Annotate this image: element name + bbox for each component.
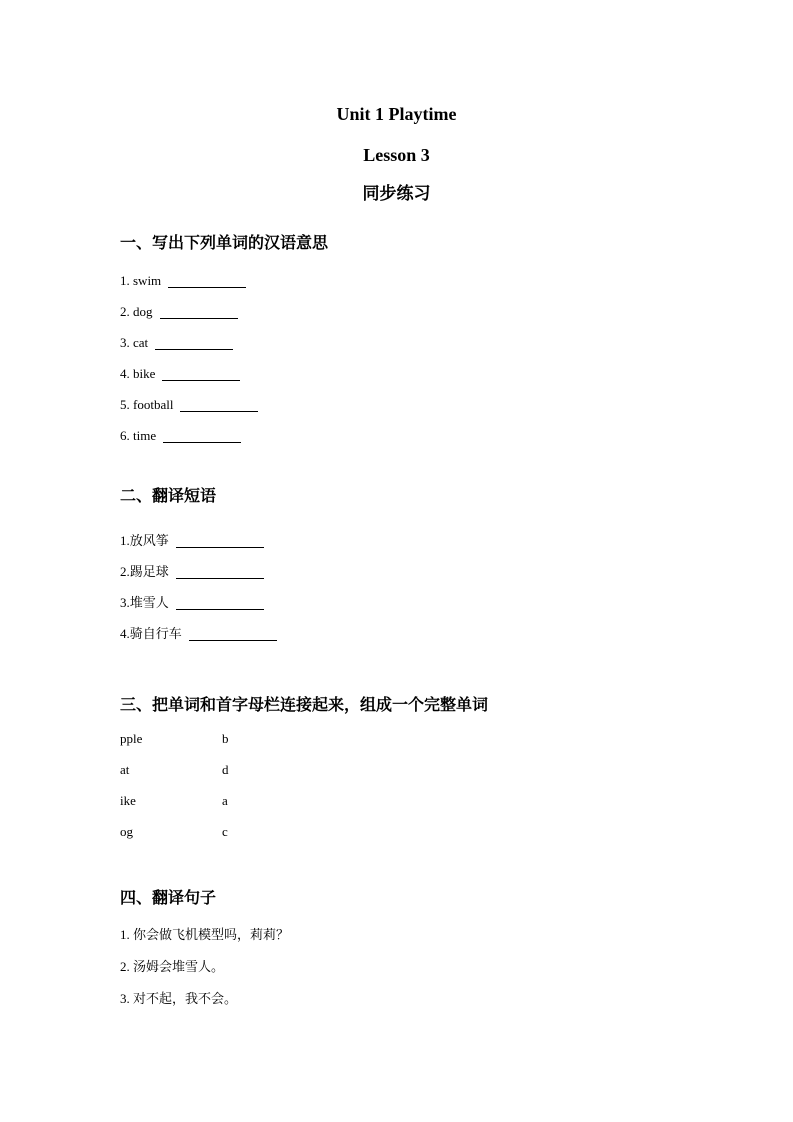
phrase-item — [120, 563, 713, 581]
phrase-text: 4.骑自行车 — [120, 626, 182, 641]
answer-blank — [155, 335, 233, 350]
phrase-text: 3.堆雪人 — [120, 595, 169, 610]
answer-blank — [176, 564, 264, 579]
first-letter: a — [222, 793, 228, 808]
vocab-word: 6. time — [120, 428, 157, 443]
worksheet-title: Unit 1 Playtime — [336, 104, 457, 124]
vocab-item — [120, 334, 713, 352]
match-row — [120, 730, 713, 748]
section-translate-sentences — [120, 888, 713, 1008]
answer-blank — [180, 397, 258, 412]
phrase-text: 1.放风筝 — [120, 533, 169, 548]
section-translate-phrases — [120, 486, 713, 643]
sentence-item: 3. 对不起，我不会。 — [120, 991, 238, 1006]
vocab-word: 5. football — [120, 397, 174, 412]
vocab-item — [120, 272, 713, 290]
vocab-item — [120, 365, 713, 383]
section3-heading: 三、把单词和首字母栏连接起来，组成一个完整单词 — [120, 697, 489, 714]
match-row — [120, 823, 713, 841]
vocab-item — [120, 303, 713, 321]
sentence-item: 1. 你会做飞机模型吗，莉莉？ — [120, 927, 290, 942]
section-word-meanings — [120, 233, 713, 445]
vocab-item — [120, 427, 713, 445]
section2-heading: 二、翻译短语 — [120, 488, 217, 505]
vocab-word: 1. swim — [120, 273, 162, 288]
word-ending: ike — [120, 793, 136, 808]
phrase-item — [120, 594, 713, 612]
match-row — [120, 792, 713, 810]
word-ending: pple — [120, 731, 143, 746]
first-letter: b — [222, 731, 229, 746]
lesson-title: Lesson 3 — [363, 145, 430, 165]
answer-blank — [163, 428, 241, 443]
word-ending: og — [120, 824, 133, 839]
answer-blank — [176, 533, 264, 548]
exercise-type-label: 同步练习 — [362, 184, 431, 203]
section-match-letters — [120, 695, 713, 841]
word-ending: at — [120, 762, 130, 777]
first-letter: d — [222, 762, 229, 777]
answer-blank — [176, 595, 264, 610]
section4-heading: 四、翻译句子 — [120, 890, 217, 907]
answer-blank — [168, 273, 246, 288]
phrase-text: 2.踢足球 — [120, 564, 169, 579]
vocab-word: 2. dog — [120, 304, 153, 319]
first-letter: c — [222, 824, 228, 839]
phrase-item — [120, 532, 713, 550]
sentence-item: 2. 汤姆会堆雪人。 — [120, 959, 225, 974]
vocab-word: 3. cat — [120, 335, 149, 350]
match-row — [120, 761, 713, 779]
section1-heading: 一、写出下列单词的汉语意思 — [120, 235, 329, 252]
answer-blank — [189, 626, 277, 641]
answer-blank — [160, 304, 238, 319]
phrase-item — [120, 625, 713, 643]
vocab-word: 4. bike — [120, 366, 156, 381]
vocab-item — [120, 396, 713, 414]
answer-blank — [162, 366, 240, 381]
